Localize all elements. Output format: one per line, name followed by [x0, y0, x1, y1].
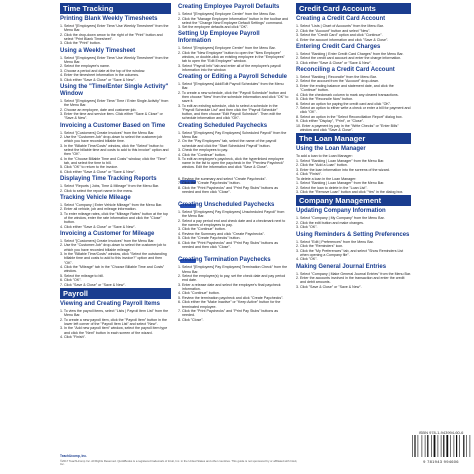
barcode-bar [450, 435, 451, 457]
barcode-bar [427, 435, 428, 457]
step-text: 2. Click the edit button and make changes. [296, 220, 364, 225]
step-text: To delete a loan in the Loan Manager: [296, 176, 357, 181]
step-text: 5. Review the termination paycheck and click "Create Paychecks". [178, 295, 284, 300]
step-text: 4. Review the Summary and click "Create Paychecks". [178, 231, 265, 236]
topic-heading: Setting Up Employee Payroll Information [178, 31, 260, 45]
step-text: 10. Enter a payment by pay in the "Write Checks" or "Enter Bills" window and click "Save & Close". [296, 123, 399, 133]
step-text: 4. Click "Finish". [60, 335, 86, 340]
step-text: 2. Click the "Manage Employee Information" button in the toolbar and select the "Change New Employee Default Settings" command. [178, 16, 289, 25]
step-text: 1. Select "Reports | Jobs, Time & Mileage" from the Menu Bar. [60, 184, 159, 189]
step-text: 3. Click the "Remove Loan" button and click "Yes" in the dialog box. [296, 190, 404, 195]
barcode-bar [431, 435, 432, 457]
step-text: 7. Click the "Create Paychecks" button. [178, 181, 241, 186]
step-text: 2. Select the credit card account and enter the charge information. [296, 56, 402, 61]
barcode-bar [412, 435, 413, 457]
step-text: 2. Enter the accounts involved in the transaction and enter the credit and debit amounts. [296, 276, 405, 285]
topic-heading: Tracking Vehicle Mileage [60, 194, 131, 201]
step-text: 2. Click the "Account" button and select "New". [296, 28, 371, 33]
step-text: 1. To view the payroll items, select "Lists | Payroll Item List" from the Menu Bar. [60, 308, 169, 318]
step-text: 5. Click the "Reconcile Now" button. [296, 97, 354, 102]
step-text: 3. Click the "Continue" button. [178, 227, 226, 232]
section-banner: Payroll [60, 288, 171, 299]
step-text: 1. Select "Banking | Enter Credit Card Charges" from the Menu Bar. [296, 51, 404, 56]
topic-heading: Viewing and Creating Payroll Items [60, 300, 160, 307]
barcode-number: 9 781943 994606 [423, 459, 459, 464]
step-text: 6. Click the "Print Paychecks" and "Print Pay Stubs" buttons as needed and then click "Close". [178, 240, 278, 250]
step-text: 7. Click "Save & Close" or "Save & New". [60, 282, 126, 287]
barcode-bar [456, 435, 457, 457]
column-1 [60, 2, 171, 470]
step-text: 1. Select "Company | My Company" from the Menu Bar. [296, 216, 385, 221]
topic-heading: Creating a Credit Card Account [296, 16, 386, 22]
step-text: 1. Select "Banking | Loan Manager" from the Menu Bar. [296, 158, 385, 163]
step-text: 2. Select the account from the "Account" drop-down. [296, 79, 380, 84]
step-text: 4. Click the "Mileage" tab in the "Choose Billable Time and Costs" window. [60, 265, 165, 274]
barcode-bar [446, 435, 448, 457]
step-text: 6. Click either "Save & Close" or "Save & New". [60, 169, 136, 174]
step-text: 2. Select the employee(s) to pay, set the check date and pay period end date. [178, 274, 286, 283]
button-screenshot [178, 171, 289, 176]
barcode-bar [438, 435, 439, 457]
step-text: 4. Click "Continue" button. [178, 291, 220, 296]
step-text: 6. Review the summary and select "Create Paychecks". [178, 176, 267, 181]
step-text: 3. To enter mileage rates, click the "Mileage Rates" button at the top of the window, enter the rate information and click the "Close" button. [60, 211, 168, 225]
button-screenshot [178, 250, 289, 255]
step-text: 1. Select "[Employees] Pay Employees] Termination Check" from the Menu Bar. [178, 265, 288, 274]
topic-heading: Creating Termination Paychecks [178, 257, 271, 264]
topic-heading: Using a Weekly Timesheet [60, 47, 136, 54]
step-text: 2. Select the employee's name. [60, 64, 111, 69]
step-text: 1. Select "[Employees] Employee Center" from the Menu Bar. [178, 12, 276, 16]
barcode-bar [454, 435, 455, 457]
step-text: 3. Enter the loan information into the screens of the wizard. [296, 167, 390, 172]
step-text: 6. Click either the "Make Inactive" or "Keep Active" button for the terminated employee. [178, 300, 281, 309]
step-text: 1. Select "[Customers] Create Invoices" from the Menu Bar. [60, 130, 155, 135]
step-text: 4. Enter the timesheet information in the columns. [60, 73, 140, 78]
topic-heading: Creating Unscheduled Paychecks [178, 202, 275, 209]
step-text: 2. Click the "Add a Loan" button. [296, 163, 348, 168]
step-text: 2. Select the loan to delete in the "Loan List". [296, 185, 368, 190]
step-text: 4. Enter the account information and click "Save & Close". [296, 37, 389, 42]
step-text: 3. Enter the ending balance and statement date, and click the "Continue" button. [296, 83, 394, 93]
barcode-bar [459, 435, 460, 457]
barcode-bar [443, 435, 444, 457]
step-text: 2. Click the "Reminders" icon. [296, 244, 344, 249]
step-text: 3. To edit an existing schedule, click to select a schedule in the "Payroll Schedule List" and then click the "Payroll Schedule" button, and then choose "Edit Payroll Schedule". Then edit the schedule information and click "OK". [178, 103, 282, 121]
column-2 [178, 2, 289, 470]
topic-heading: Using the Loan Manager [296, 146, 366, 153]
step-text: 5. Select the mileage to bill. [60, 273, 104, 278]
step-text: 4. Click "OK". [296, 257, 318, 262]
step-text: 3. Click "Save & Close" or "Save & New". [296, 284, 362, 289]
step-text: 3. In the "Add new payroll item" window, select the payroll item type and click the "Next" button in each screen of the wizard. [60, 326, 168, 335]
topic-heading: Creating or Editing a Payroll Schedule [178, 74, 288, 81]
section-banner: Company Management [296, 195, 411, 206]
step-text: 2. Use the "Customer:Job" drop-down to select the customer:job which you have recorded billable time. [60, 135, 163, 144]
isbn-block [410, 430, 472, 472]
step-text: 3. Click either "Save & Close" or "Save & New". [296, 60, 372, 65]
step-text: 1. Select "[Employees] Add/Edit Payroll Schedules" from the Menu Bar. [178, 82, 284, 91]
step-text: 8. Select an option in the "Select Reconciliation Report" dialog box. [296, 114, 403, 119]
step-text: 5. Click the "Create Paychecks" button. [178, 236, 241, 241]
step-text: 2. Click to select the report name in the menu. [60, 188, 134, 193]
step-text: 1. Select "[Customers] Create Invoices" from the Menu Bar. [60, 238, 155, 243]
step-text: 3. Click the "My Preferences" tab, and select "Show Reminders List when opening a Company file". [296, 248, 404, 257]
step-text: 1. Select "Lists | Chart of Accounts" from the Menu Bar. [296, 24, 384, 28]
step-text: 1. Select "[Employees] Enter Time/ Use Weekly Timesheet" from the Menu Bar. [60, 24, 169, 33]
step-text: 1. Select "Banking | Loan Manager" from the Menu Bar. [296, 181, 385, 186]
barcode-bar [414, 435, 415, 457]
topic-heading: Invoicing a Customer for Mileage [60, 230, 155, 237]
step-text: 2. Enter all vehicle, job and mileage information. [60, 207, 137, 212]
step-text: 1. Select "Company | Make General Journal Entries" from the Menu Bar. [296, 271, 411, 276]
step-text: 1. Select "[Employees] Pay Employees] Scheduled Payroll" from the Menu Bar. [178, 130, 287, 139]
step-text: To add a loan to the Loan Manager: [296, 154, 353, 159]
step-text: 2. Click the drop-down arrow to the right of the "Print" button and select "Print Blank Timesheet". [60, 32, 163, 41]
topic-heading: Reconciling a Credit Card Account [296, 66, 395, 73]
step-text: 3. Enter the time and service item. Click either "Save & Close" or "Save & New". [60, 112, 163, 121]
step-text: 5. To edit an employee's paycheck, click the hyperlinked employee name in the list to open the paycheck in the "Preview Paycheck" window. Edit the information and click "Save & Close". [178, 157, 285, 170]
section-banner: Credit Card Accounts [296, 3, 411, 14]
topic-heading: Displaying Time Tracking Reports [60, 176, 157, 183]
step-text: 3. Click "OK". [296, 225, 318, 230]
step-text: 7. Click the "Print Paychecks" and "Print Pay Stubs" buttons as needed. [178, 309, 278, 318]
step-text: 5. Click "OK" to return to the invoice. [60, 165, 119, 170]
step-text: 4. Click "Finish". [296, 172, 322, 177]
isbn-label: ISBN 978-1-943994-60-6 [418, 430, 464, 435]
section-banner: The Loan Manager [296, 133, 411, 144]
step-text: 4. Click the "Continue" button. [178, 152, 226, 157]
topic-heading: Using the "Time/Enter Single Activity" Window [60, 84, 169, 98]
step-text: 8. Click the "Print Paychecks" and "Print Pay Stubs" buttons as needed and then click "Close". [178, 185, 278, 194]
step-text: 3. Select "Payroll Info" tab and enter all of the employee's payroll information into the window. [178, 63, 281, 73]
step-text: 1. Select "[Employees] Enter Time/ Use Weekly Timesheet" from the Menu Bar. [60, 55, 169, 64]
step-text: 1. Select "[Employees] Pay Employees] Unscheduled Payroll" from the Menu Bar. [178, 210, 285, 219]
barcode-icon [410, 435, 472, 459]
topic-heading: Creating Employee Payroll Defaults [178, 4, 280, 10]
topic-heading: Creating Scheduled Paychecks [178, 122, 268, 129]
step-text: 1. Select "Company | Enter Vehicle Mileage" from the Menu Bar. [60, 202, 163, 207]
topic-heading: Making General Journal Entries [296, 263, 387, 270]
section-banner: Time Tracking [60, 3, 171, 14]
publisher-logo: TeachUcomp, Inc. [60, 454, 88, 458]
topic-heading: Entering Credit Card Charges [296, 43, 381, 50]
step-text: 3. Enter a release date and select the employee's final paycheck information. [178, 282, 281, 291]
barcode-bar [466, 435, 467, 457]
step-text: 2. To create a new schedule, click the "Payroll Schedule" button and then choose "New" from the schedule information and click "OK" to save it. [178, 90, 289, 104]
step-text: 2. On the "Pay Employees" tab, select the name of the payroll schedule and click the "Start Scheduled Payroll" button. [178, 139, 277, 148]
step-text: 1. Select "[Employees] Enter Time/ Time / Enter Single Activity" from the Menu Bar. [60, 99, 169, 108]
step-text: 9. Click either "Display", "Print", or "Close". [296, 119, 364, 124]
step-text: 1. Select "Banking | Reconcile" from the Menu Bar. [296, 74, 377, 79]
step-text: 2. Choose an employee, date and customer:job. [60, 107, 137, 112]
step-text: 2. Select a pay period end and check date and a checkmark next to the names of employees to pay. [178, 218, 286, 227]
step-text: 3. Check the employees to pay. [178, 148, 229, 153]
step-text: 2. To create a new payroll item, click the "Payroll Item" button in the lower left corner of the "Payroll Item List" and select "New". [60, 317, 167, 326]
barcode-bar [463, 435, 464, 457]
step-text: 1. Select "Edit | Preferences" from the Menu Bar. [296, 239, 374, 244]
barcode-bar [418, 435, 419, 457]
button-screenshot [178, 195, 289, 200]
step-text: 4. Click either "Save & Close" or "Save & New". [60, 224, 136, 229]
step-text: 5. Click either "Save & Close" or "Save & New". [60, 77, 136, 82]
barcode-bar [470, 435, 471, 457]
step-text: 8. Click "Close". [178, 317, 204, 322]
barcode-bar [434, 435, 436, 457]
step-text: 6. Select an option for paying the credit card and click "OK". [296, 101, 392, 106]
step-text: 2. Use the "Customer:Job" drop-down to select the customer:job to which you have recorded billable mileage. [60, 243, 167, 252]
step-text: 2. Click the "New Employee" button to open the "New Employee" window, or double-click an existing employee in the "Employees" tab to open the "Edit Employee" window. [178, 50, 285, 64]
topic-heading: Using Reminders & Setting Preferences [296, 231, 410, 238]
step-text: 1. Select "[Employees] Employee Center" from the Menu Bar. [178, 46, 276, 51]
step-text: 4. In the "Choose Billable Time and Costs" window, click the "Time" tab, and select the time to bill. [60, 156, 167, 165]
step-text: 6. Click "OK". [60, 278, 82, 283]
step-text: 3. Choose a period and date at the top of the window. [60, 68, 146, 73]
step-text: 3. In the "Billable Time/Costs" window, click "Select the outstanding billable time and costs to add to this invoice?" option and then "OK". [60, 252, 167, 265]
barcode-bar [425, 435, 426, 457]
copyright-footer: ©2017 TeachUcomp Inc. All Rights Reserved. QuickBooks is a registered trademark of Intuit, Inc. in the United States and other countries. This guide is not sponsored by or affiliated with Intuit, Inc. [60, 459, 298, 467]
step-text: 3. In the "Billable Time/Costs" window, click the "Select" button to select the billable time and costs to add to this invoice" option and then "OK". [60, 143, 169, 157]
barcode-bar [422, 435, 423, 457]
barcode-bar [441, 435, 442, 457]
topic-heading: Updating Company Information [296, 208, 386, 215]
step-text: 4. Click the checkmark column to mark any cleared transactions. [296, 92, 399, 97]
step-text: 3. Set the employee defaults and click "OK". [178, 25, 249, 30]
step-text: 3. Select the "Credit Card" option and click "Continue". [296, 33, 383, 37]
topic-heading: Printing Blank Weekly Timesheets [60, 16, 158, 22]
column-3 [296, 2, 411, 470]
topic-heading: Invoicing a Customer Based on Time [60, 122, 166, 129]
step-text: 7. Select an option to either write a check or enter a bill for payment and click "OK". [296, 106, 411, 115]
step-text: 3. Click the "Print" button. [60, 41, 101, 46]
